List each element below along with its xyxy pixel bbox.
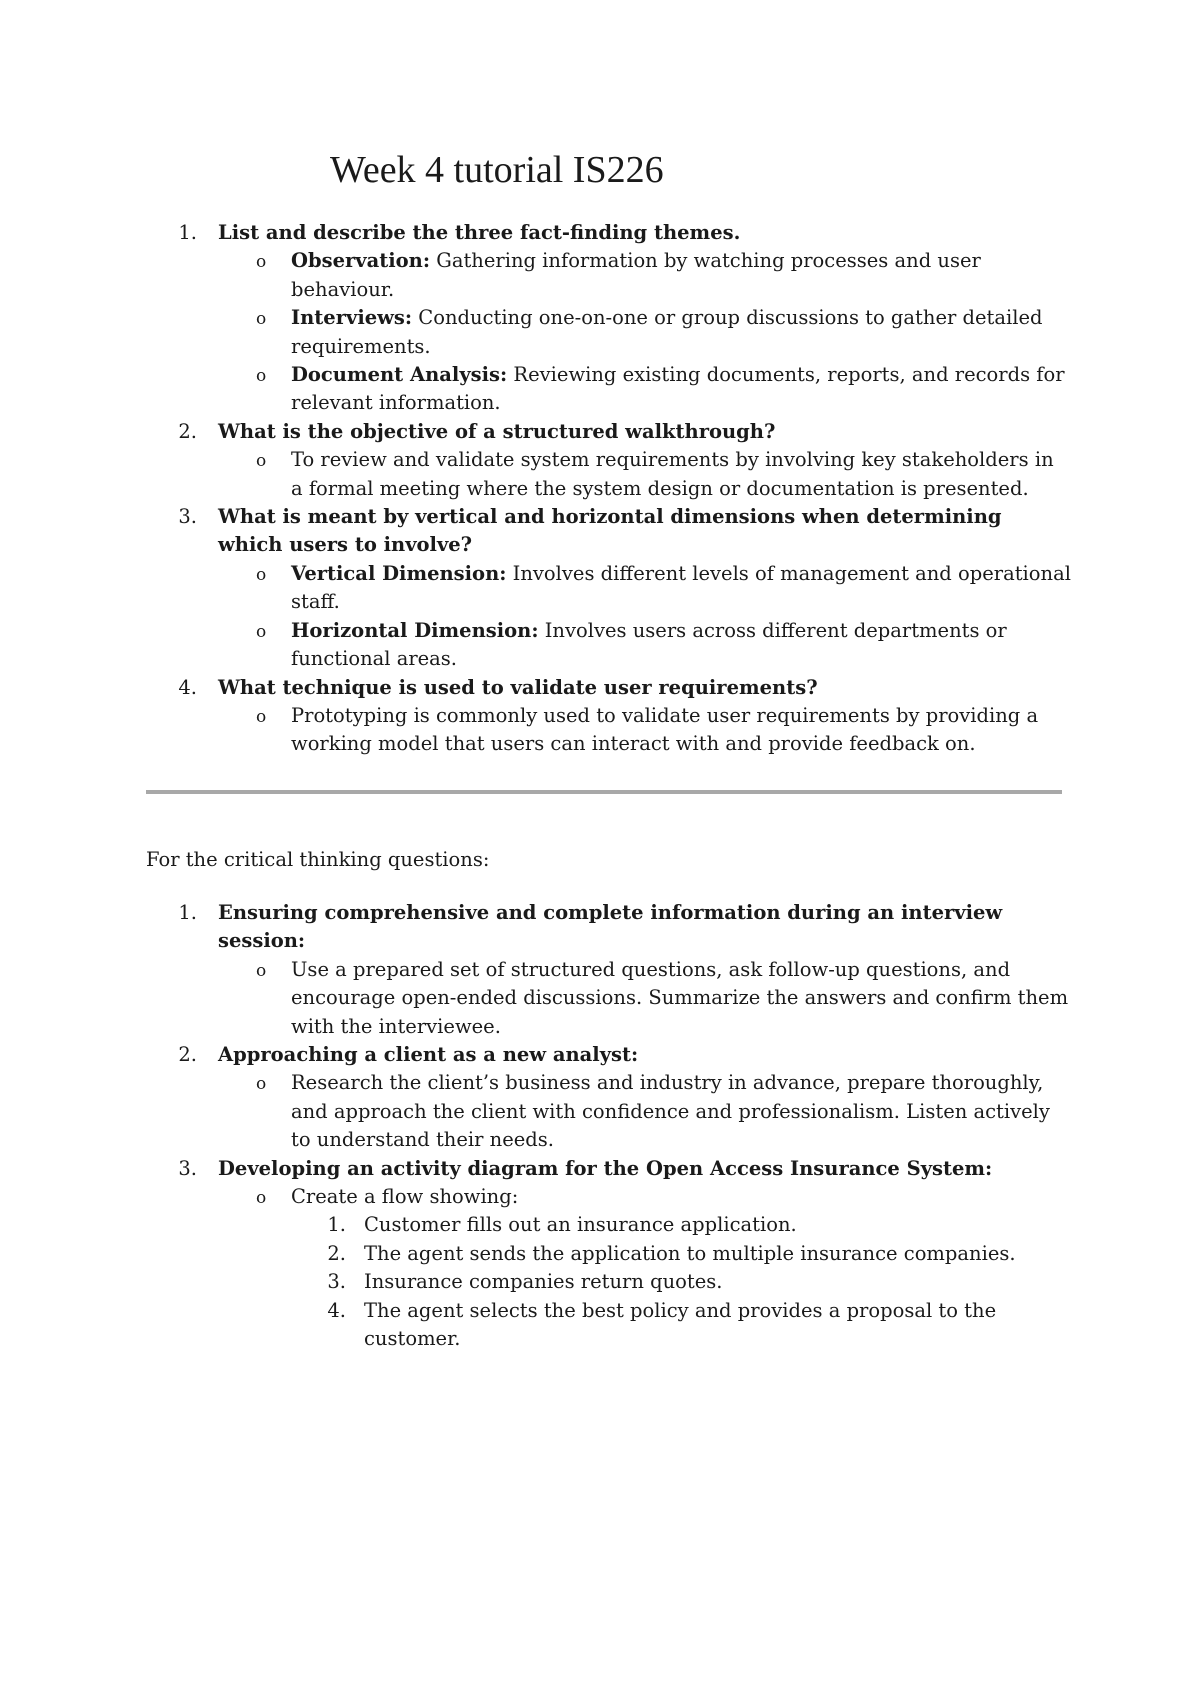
bullet-icon: o: [256, 1188, 267, 1209]
question-text: Ensuring comprehensive and complete information during an interview session:: [218, 901, 1003, 953]
flow-step: [291, 1211, 1044, 1239]
answer-list: [218, 560, 1071, 674]
question-text: What is meant by vertical and horizontal dimensions when determining which users to involve?: [218, 505, 1002, 557]
bullet-icon: o: [256, 366, 267, 387]
answer-text: Prototyping is commonly used to validate user requirements by providing a working model that users can interact with and provide feedback on.: [291, 703, 1039, 756]
answer-item: [218, 560, 1071, 617]
question-item: [0, 899, 1068, 1041]
bullet-icon: o: [256, 451, 267, 472]
bullet-icon: o: [256, 621, 267, 642]
answer-list: [218, 1183, 1068, 1353]
question-item: [0, 1155, 1068, 1354]
answer-list: [218, 446, 1068, 503]
flow-step-number: 3.: [327, 1270, 346, 1294]
question-item: [0, 219, 1068, 418]
question-item: [0, 503, 1071, 673]
answer-list: [218, 1069, 1068, 1154]
answer-list: [218, 247, 1068, 417]
bullet-icon: o: [256, 252, 267, 273]
question-number: 1.: [178, 901, 197, 924]
question-number: 4.: [178, 675, 197, 699]
answer-text: Create a flow showing:: [291, 1185, 519, 1209]
answer-item: [218, 1069, 1071, 1154]
critical-thinking-question-list: [0, 899, 1200, 1354]
question-number: 3.: [178, 1156, 197, 1180]
answer-item: [218, 617, 1071, 674]
flow-step-list: [291, 1211, 1071, 1353]
answer-text: Conducting one-on-one or group discussions to gather detailed requirements.: [291, 306, 1043, 358]
answer-list: [218, 956, 1068, 1041]
answer-text: Use a prepared set of structured questions, ask follow-up questions, and encourage open-ended discussions. Summarize the answers and confirm them with the interviewee.: [291, 957, 1069, 1038]
answer-term: Document Analysis:: [291, 363, 508, 387]
fact-finding-question-list: [0, 219, 1200, 759]
question-text: List and describe the three fact-finding themes.: [218, 221, 741, 244]
flow-step-text: The agent sends the application to multiple insurance companies.: [364, 1241, 1016, 1265]
answer-item: [218, 361, 1071, 418]
answer-text: Involves users across different departments or functional areas.: [291, 618, 1007, 671]
flow-step: [291, 1297, 1044, 1354]
answer-text: To review and validate system requirements by involving key stakeholders in a formal meeting where the system design or documentation is presented.: [291, 448, 1054, 500]
answer-term: Vertical Dimension:: [291, 561, 507, 585]
bullet-icon: o: [256, 1074, 267, 1095]
answer-text: Research the client’s business and industry in advance, prepare thoroughly, and approach the client with confidence and professionalism. Listen actively to understand their needs.: [291, 1071, 1050, 1152]
question-number: 2.: [178, 419, 197, 443]
flow-step-number: 1.: [327, 1213, 346, 1237]
answer-list: [218, 702, 1068, 759]
question-text: Developing an activity diagram for the Open Access Insurance System:: [218, 1156, 993, 1180]
answer-text: Reviewing existing documents, reports, and records for relevant information.: [291, 363, 1065, 415]
bullet-icon: o: [256, 960, 267, 981]
bullet-icon: o: [256, 309, 267, 330]
question-text: What technique is used to validate user requirements?: [218, 675, 818, 699]
answer-item: [218, 247, 1071, 304]
flow-step: [291, 1268, 1044, 1296]
answer-text: Gathering information by watching processes and user behaviour.: [291, 249, 981, 301]
critical-thinking-intro: For the critical thinking questions:: [146, 848, 490, 871]
answer-term: Observation:: [291, 249, 431, 273]
answer-term: Horizontal Dimension:: [291, 618, 539, 642]
question-item: [0, 418, 1068, 503]
flow-step-text: The agent selects the best policy and provides a proposal to the customer.: [364, 1298, 997, 1351]
bullet-icon: o: [256, 564, 267, 585]
flow-step-text: Customer fills out an insurance application.: [364, 1213, 797, 1237]
question-number: 1.: [178, 221, 197, 244]
question-text: What is the objective of a structured walkthrough?: [218, 419, 776, 443]
question-item: [0, 674, 1068, 759]
question-number: 3.: [178, 505, 197, 529]
page-title: Week 4 tutorial IS226: [330, 149, 664, 191]
bullet-icon: o: [256, 706, 267, 727]
answer-item: [218, 702, 1071, 759]
question-number: 2.: [178, 1043, 197, 1067]
flow-step-number: 4.: [327, 1298, 346, 1322]
question-item: [0, 1041, 1068, 1155]
answer-item: [218, 304, 1071, 361]
answer-item: [218, 1183, 1071, 1353]
answer-item: [218, 956, 1071, 1041]
horizontal-divider: [146, 790, 1062, 794]
flow-step-number: 2.: [327, 1241, 346, 1265]
flow-step: [291, 1240, 1044, 1268]
answer-item: [218, 446, 1071, 503]
answer-text: Involves different levels of management and operational staff.: [291, 561, 1071, 614]
answer-term: Interviews:: [291, 306, 413, 330]
flow-step-text: Insurance companies return quotes.: [364, 1270, 723, 1294]
question-text: Approaching a client as a new analyst:: [218, 1043, 639, 1067]
